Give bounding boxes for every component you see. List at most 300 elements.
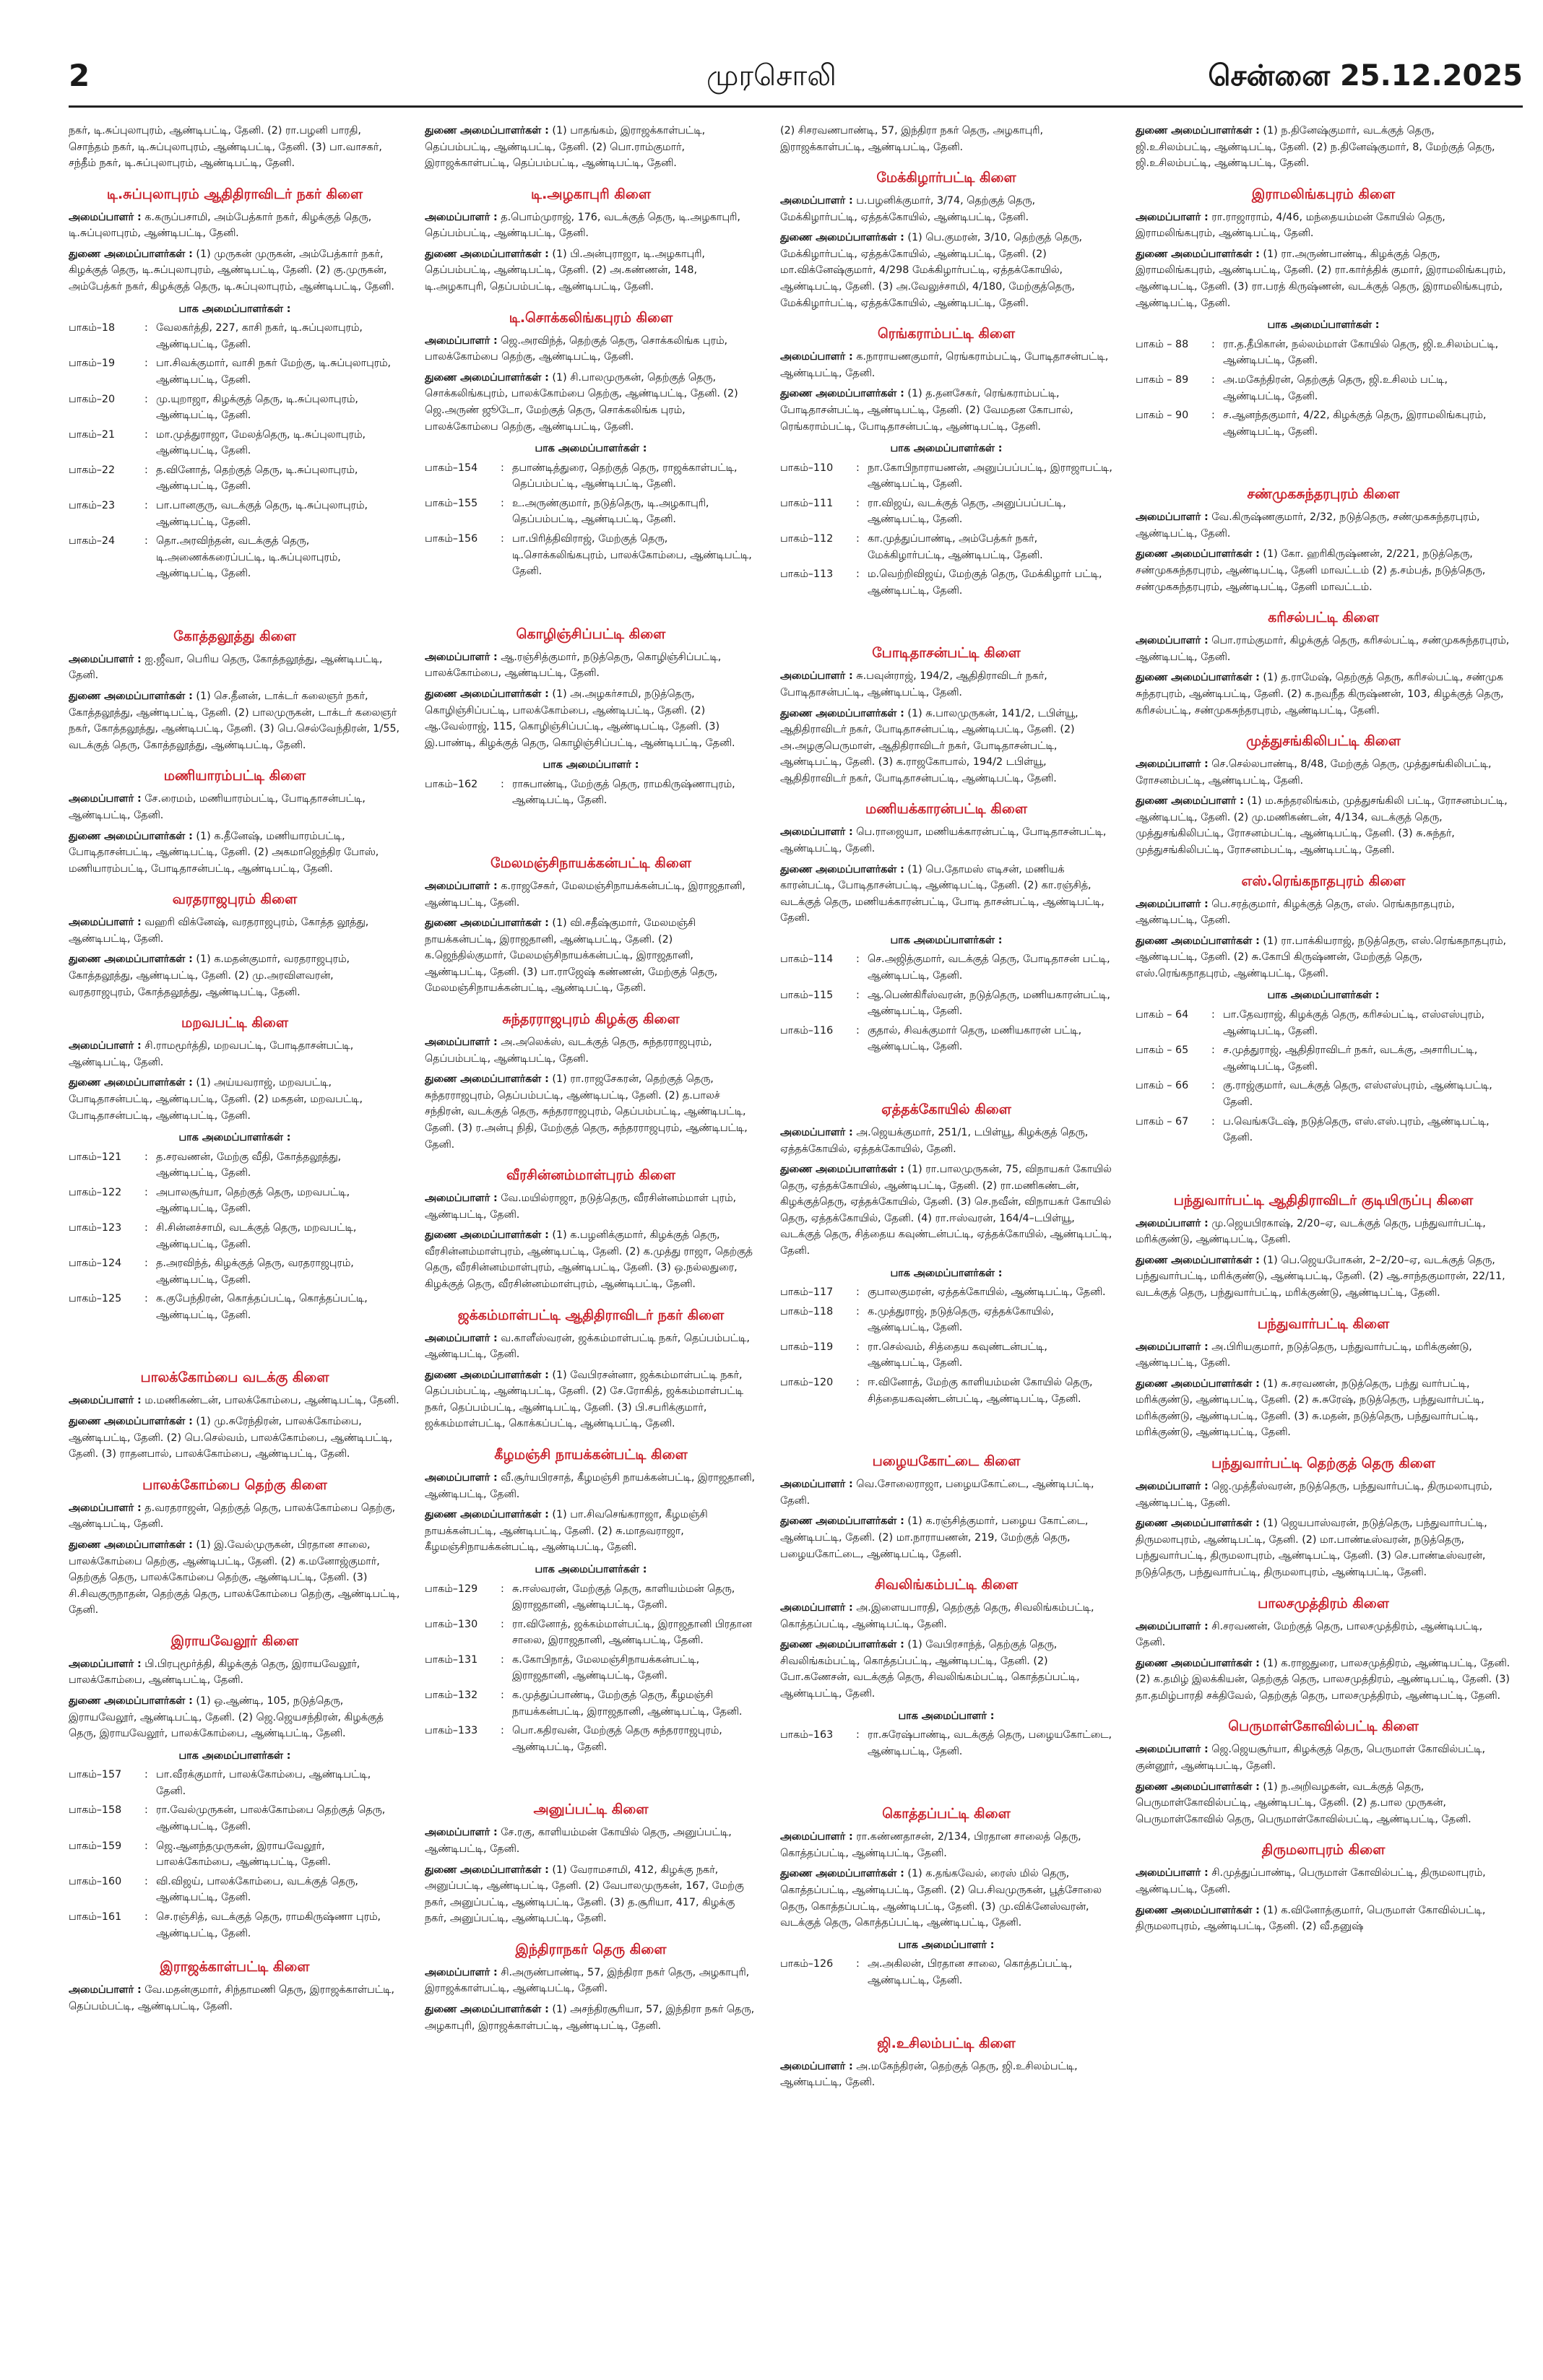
colon-separator: : [501, 533, 504, 545]
booth-row [1136, 337, 1511, 372]
booth-row [425, 531, 757, 583]
member-paragraph [1136, 1252, 1511, 1302]
booth-table [780, 1284, 1112, 1410]
role-label: துணை அமைப்பாளர்கள் : [425, 125, 549, 137]
booth-number: பாகம் – 90 [1136, 410, 1189, 422]
spacer [69, 585, 401, 614]
branch-heading: கொழிஞ்சிப்பட்டி கிளை [516, 626, 666, 642]
branch-heading: கரிசல்பட்டி கிளை [1268, 610, 1379, 626]
member-paragraph [1136, 1741, 1511, 1774]
booth-number: பாகம்–23 [69, 500, 116, 511]
booth-number: பாகம்–118 [780, 1305, 834, 1317]
booth-row [780, 460, 1112, 496]
member-details: (1) த.தனசேகர், ரெங்கராம்பட்டி, போடிதாசன்பட்டி, ஆண்டிபட்டி, தேனி. (2) வேமதன கோபால், ரெங்கராம்பட்டி, போடிதாசன்பட்டி, ஆண்டிபட்டி, தேனி. [780, 388, 1073, 433]
role-label: அமைப்பாளர் : [780, 1831, 853, 1843]
booth-organiser: குதால், சிவக்குமார் தெரு, மணியகாரன் பட்டி, ஆண்டிபட்டி, தேனி. [868, 1024, 1082, 1053]
booth-organiser: ராசுபாண்டி, மேற்குத் தெரு, ராமகிருஷ்ணாபுரம், ஆண்டிபட்டி, தேனி. [512, 778, 735, 807]
colon-separator: : [1211, 1080, 1215, 1092]
booth-row [1136, 372, 1511, 407]
booth-number: பாகம்–131 [425, 1653, 478, 1666]
booth-organiser: ரா.சுரேஷ்பாண்டி, வடக்குத் தெரு, பழையகோட்டை, ஆண்டிபட்டி, தேனி. [868, 1729, 1112, 1757]
colon-separator: : [144, 1875, 148, 1887]
booth-number: பாகம்–21 [69, 428, 116, 441]
booth-row [780, 566, 1112, 602]
colon-separator: : [856, 1729, 860, 1741]
member-paragraph [69, 1414, 401, 1463]
booth-organiser: த.வினோத், தெற்குத் தெரு, டி.சுப்புலாபுரம், ஆண்டிபட்டி, தேனி. [156, 464, 358, 493]
role-label: அமைப்பாளர் : [780, 670, 853, 683]
member-paragraph [1136, 633, 1511, 665]
branch-heading: அனுப்பட்டி கிளை [533, 1801, 649, 1818]
booth-organiser: த.சரவணன், மேற்கு வீதி, கோத்தலூத்து, ஆண்டிபட்டி, தேனி. [156, 1151, 342, 1180]
booth-row [69, 462, 401, 498]
spacer [69, 1326, 401, 1355]
branch-heading: இராமலிங்கபுரம் கிளை [1251, 186, 1396, 202]
member-details: (1) க.தீனேஷ், மணியாரம்பட்டி, போடிதாசன்பட்டி, ஆண்டிபட்டி, தேனி. (2) அகமாஜெந்திர போஸ், மணியாரம்பட்டி, போடிதாசன்பட்டி, ஆண்டிபட்டி, தேனி. [69, 830, 379, 875]
branch-heading: பாலக்கோம்பை வடக்கு கிளை [140, 1369, 329, 1386]
member-paragraph [780, 668, 1112, 701]
booth-table [780, 1727, 1112, 1762]
member-details: (1) ரா.பாக்கியராஜ், நடுத்தெரு, எஸ்.ரெங்கநாதபுரம், ஆண்டிபட்டி, தேனி. (2) சு.கோபி கிருஷ்ணன், மேற்குத் தெரு, எஸ்.ரெங்கநாதபுரம், ஆண்டிபட்டி, தேனி. [1136, 935, 1507, 979]
booth-organiser: மா.முத்துராஜா, மேலத்தெரு, டி.சுப்புலாபுரம், ஆண்டிபட்டி, தேனி. [156, 428, 366, 457]
member-details: (1) அ.அழகர்சாமி, நடுத்தெரு, கொழிஞ்சிப்பட்டி, பாலக்கோம்பை, ஆண்டிபட்டி, தேனி. (2) ஆ.வேல்ராஜ், 115, கொழிஞ்சிப்பட்டி, ஆண்டிபட்டி, தேனி. (3) இ.பாண்டி, கிழக்குத் தெரு, கொழிஞ்சிப்பட்டி, ஆண்டிபட்டி, தேனி. [425, 688, 735, 749]
role-label: அமைப்பாளர் : [1136, 511, 1209, 524]
member-paragraph [69, 1982, 401, 2015]
booth-number: பாகம்–161 [69, 1911, 122, 1923]
member-paragraph [425, 1227, 757, 1292]
section-subheading: பாக அமைப்பாளர்கள் : [890, 934, 1003, 946]
member-paragraph [425, 1071, 757, 1153]
colon-separator: : [144, 428, 148, 441]
role-label: துணை அமைப்பாளர்கள் : [69, 691, 193, 703]
booth-organiser: ம.வெற்றிவிஜய், மேற்குத் தெரு, மேக்கிழார் பட்டி, ஆண்டிபட்டி, தேனி. [868, 568, 1102, 597]
member-paragraph [1136, 1376, 1511, 1441]
role-label: துணை அமைப்பாளர்கள் : [69, 1695, 193, 1708]
colon-separator: : [856, 533, 860, 545]
booth-row [780, 1284, 1112, 1304]
booth-number: பாகம்–129 [425, 1583, 478, 1595]
booth-row [1136, 407, 1511, 443]
date-line: சென்னை 25.12.2025 [1208, 59, 1523, 92]
booth-organiser: ரா.செல்வம், சித்தைய கவுண்டன்பட்டி, ஆண்டிபட்டி, தேனி. [868, 1341, 1047, 1369]
member-details: (1) அசந்திரசூரியா, 57, இந்திரா நகர் தெரு, அழகாபுரி, இராஜக்காள்பட்டி, ஆண்டிபட்டி, தேனி. [425, 2003, 755, 2032]
booth-row [425, 1652, 757, 1687]
branch-heading: பழையகோட்டை கிளை [872, 1453, 1021, 1470]
booth-organiser: தொ.அரவிந்தன், வடக்குத் தெரு, டி.அணைக்கரைப்பட்டி, டி.சுப்புலாபுரம், ஆண்டிபட்டி, தேனி. [156, 535, 341, 580]
booth-organiser: வி.விஜய், பாலக்கோம்பை, வடக்குத் தெரு, ஆண்டிபட்டி, தேனி. [156, 1875, 358, 1904]
member-details: பெ.சரத்குமார், கிழக்குத் தெரு, எஸ். ரெங்கநாதபுரம், ஆண்டிபட்டி, தேனி. [1136, 898, 1455, 927]
booth-row [1136, 1114, 1511, 1149]
branch-heading: இராயவேலூர் கிளை [170, 1632, 299, 1649]
booth-row [69, 1802, 401, 1838]
role-label: அமைப்பாளர் : [1136, 1867, 1209, 1879]
role-label: துணை அமைப்பாளர் : [1136, 795, 1244, 808]
booth-table [69, 1767, 401, 1944]
role-label: அமைப்பாளர் : [69, 1984, 142, 1996]
branch-heading: பந்துவார்பட்டி தெற்குத் தெரு கிளை [1211, 1455, 1435, 1472]
booth-row [780, 1304, 1112, 1339]
booth-number: பாகம்–133 [425, 1725, 478, 1737]
booth-number: பாகம்–154 [425, 462, 478, 474]
branch-heading: டி.சொக்கலிங்கபுரம் கிளை [509, 309, 673, 326]
colon-separator: : [1211, 338, 1215, 350]
colon-separator: : [1211, 1115, 1215, 1128]
member-details: ஆ.ரஞ்சித்குமார், நடுத்தெரு, கொழிஞ்சிப்பட்டி, பாலக்கோம்பை, ஆண்டிபட்டி, தேனி. [425, 651, 722, 680]
role-label: துணை அமைப்பாளர்கள் : [780, 388, 904, 400]
section-subheading: பாக அமைப்பாளர்கள் : [1267, 319, 1380, 332]
booth-organiser: அ.அகிலன், பிரதான சாலை, கொத்தப்பட்டி, ஆண்டிபட்டி, தேனி. [868, 1958, 1073, 1986]
role-label: அமைப்பாளர் : [69, 1040, 142, 1052]
colon-separator: : [144, 1769, 148, 1781]
role-label: அமைப்பாளர் : [425, 651, 498, 663]
colon-separator: : [144, 464, 148, 476]
member-details: (1) சு.பாலமுருகன், 141/2, டபிள்யூ, ஆதிதிராவிடர் நகர், போடிதாசன்பட்டி, ஆண்டிபட்டி, தேனி. (2) அ.அழகுபெருமாள், ஆதிதிராவிடர் நகர், போடிதாசன்பட்டி, ஆண்டிபட்டி, தேனி. (3) க.ராஜகோபால், 194/2 டபிள்யூ, ஆதிதிராவிடர் நகர், போடிதாசன்பட்டி, ஆண்டிபட்டி, தேனி. [780, 707, 1079, 784]
spacer [1136, 443, 1511, 472]
member-paragraph [69, 828, 401, 878]
spacer [425, 583, 757, 612]
booth-number: பாகம்–114 [780, 953, 834, 966]
role-label: அமைப்பாளர் : [780, 826, 853, 839]
role-label: துணை அமைப்பாளர்கள் : [425, 1509, 549, 1521]
member-details: த.வரதராஜன், தெற்குத் தெரு, பாலக்கோம்பை தெற்கு, ஆண்டிபட்டி, தேனி. [69, 1502, 396, 1531]
branch-heading: பாலக்கோம்பை தெற்கு கிளை [142, 1476, 327, 1493]
booth-organiser: பா.சிவக்குமார், வாசி நகர் மேற்கு, டி.சுப்புலாபுரம், ஆண்டிபட்டி, தேனி. [156, 358, 392, 386]
booth-row [1136, 1078, 1511, 1113]
colon-separator: : [144, 1151, 148, 1163]
booth-row [69, 1149, 401, 1185]
member-paragraph [425, 1862, 757, 1927]
branch-heading: வரதராஜபுரம் கிளை [172, 891, 298, 908]
member-paragraph [69, 652, 401, 684]
section-subheading: பாக அமைப்பாளர்கள் : [535, 1563, 647, 1575]
member-details: (1) க.ரஞ்சித்குமார், பழைய கோட்டை, ஆண்டிபட்டி, தேனி. (2) மா.நாராயணன், 219, மேற்குத் தெரு, பழையகோட்டை, ஆண்டிபட்டி, தேனி. [780, 1515, 1089, 1560]
branch-heading: ஏத்தக்கோயில் கிளை [881, 1101, 1011, 1117]
member-paragraph [425, 1825, 757, 1857]
booth-number: பாகம்–125 [69, 1293, 122, 1305]
booth-row [69, 1220, 401, 1255]
member-details: (1) வேராமசாமி, 412, கிழக்கு நகர், அனுப்பட்டி, ஆண்டிபட்டி, தேனி. (2) வேபாலமுருகன், 167, மேற்கு நகர், அனுப்பட்டி, ஆண்டிபட்டி, தேனி. (3) த.சூரியா, 417, கிழக்கு நகர், அனுப்பட்டி, ஆண்டிபட்டி, தேனி. [425, 1864, 744, 1925]
member-paragraph [69, 688, 401, 753]
role-label: அமைப்பாளர் : [69, 917, 142, 929]
spacer [425, 1758, 757, 1787]
member-paragraph [780, 1161, 1112, 1259]
member-details: க.ராஜசேகர், மேலமஞ்சிநாயக்கன்பட்டி, இராஜதானி, ஆண்டிபட்டி, தேனி. [425, 880, 745, 909]
member-details: (1) இ.வேல்முருகன், பிரதான சாலை, பாலக்கோம்பை தெற்கு, ஆண்டிபட்டி, தேனி. (2) க.மனோஜ்குமார், தெற்குத் தெரு, பாலக்கோம்பை தெற்கு, ஆண்டிபட்டி, தேனி. (3) சி.சிவகுருநாதன், தெற்குத் தெரு, பாலக்கோம்பை தெற்கு, ஆண்டிபட்டி, தேனி. [69, 1539, 400, 1617]
booth-number: பாகம்–122 [69, 1186, 122, 1198]
role-label: அமைப்பாளர் : [780, 351, 853, 363]
booth-number: பாகம்–156 [425, 533, 478, 545]
member-paragraph [69, 1537, 401, 1619]
colon-separator: : [856, 1024, 860, 1037]
colon-separator: : [144, 1186, 148, 1198]
member-paragraph [1136, 1779, 1511, 1828]
booth-table [425, 460, 757, 583]
role-label: துணை அமைப்பாளர்கள் : [69, 248, 193, 260]
role-label: அமைப்பாளர் : [69, 1658, 142, 1670]
colon-separator: : [856, 1341, 860, 1353]
member-details: ஜெ.முத்தீஸ்வரன், நடுத்தெரு, பந்துவார்பட்டி, திருமலாபுரம், ஆண்டிபட்டி, தேனி. [1136, 1481, 1492, 1509]
member-paragraph [1136, 1903, 1511, 1935]
booth-row [780, 531, 1112, 566]
booth-organiser: ப.வெங்கடேஷ், நடுத்தெரு, எஸ்.எஸ்.புரம், ஆண்டிபட்டி, தேனி. [1223, 1115, 1490, 1144]
booth-number: பாகம்–112 [780, 533, 834, 545]
member-paragraph [780, 193, 1112, 225]
booth-row [780, 987, 1112, 1023]
member-details: ஜெ.ஜெயசூர்யா, கிழக்குத் தெரு, பெருமாள் கோவில்பட்டி, குன்னூர், ஆண்டிபட்டி, தேனி. [1136, 1744, 1486, 1773]
member-paragraph [425, 915, 757, 997]
booth-number: பாகம்–119 [780, 1341, 834, 1353]
role-label: துணை அமைப்பாளர்கள் : [425, 917, 549, 930]
member-details: (1) பெ.ஜெயபோகன், 2–2/20–ஏ, வடக்குத் தெரு, பந்துவார்பட்டி, மரிக்குண்டு, ஆண்டிபட்டி, தேனி. (2) ஆ.சாந்தகுமாரன், 22/11, வடக்குத் தெரு, பந்துவார்பட்டி, மரிக்குண்டு, ஆண்டிபட்டி, தேனி. [1136, 1254, 1505, 1299]
member-details: க.நாராயணகுமார், ரெங்கராம்பட்டி, போடிதாசன்பட்டி, ஆண்டிபட்டி, தேனி. [780, 351, 1109, 379]
booth-table [780, 460, 1112, 602]
booth-row [425, 1723, 757, 1758]
booth-organiser: பொ.கதிரவன், மேற்குத் தெரு சுந்தரராஜபுரம், ஆண்டிபட்டி, தேனி. [512, 1725, 722, 1753]
member-paragraph [780, 1125, 1112, 1157]
role-label: அமைப்பாளர் : [425, 1037, 498, 1049]
role-label: அமைப்பாளர் : [780, 1126, 853, 1138]
member-details: (1) வேபிரசாந்த், தெற்குத் தெரு, சிவலிங்கம்பட்டி, கொத்தப்பட்டி, ஆண்டிபட்டி, தேனி. (2) போ.கணேசன், வடக்குத் தெரு, சிவலிங்கம்பட்டி, கொத்தப்பட்டி, ஆண்டிபட்டி, தேனி. [780, 1639, 1080, 1700]
member-details: நகர், டி.சுப்புலாபுரம், ஆண்டிபட்டி, தேனி. (2) ரா.பழனி பாரதி, சொந்தம் நகர், டி.சுப்புலாபுரம், ஆண்டிபட்டி, தேனி. (3) பா.வாசகர், சந்தீம் நகர், டி.சுப்புலாபுரம், ஆண்டிபட்டி, தேனி. [69, 125, 382, 170]
colon-separator: : [856, 497, 860, 509]
member-paragraph [1136, 1619, 1511, 1651]
spacer [780, 1058, 1112, 1087]
member-paragraph [1136, 1216, 1511, 1248]
booth-organiser: சு.ஈஸ்வரன், மேற்குத் தெரு, காளியம்மன் தெரு, இராஜதானி, ஆண்டிபட்டி, தேனி. [512, 1583, 735, 1611]
booth-table [780, 951, 1112, 1057]
branch-heading: கீழமஞ்சி நாயக்கன்பட்டி கிளை [494, 1447, 688, 1463]
member-details: ரா.ராஜாராம், 4/46, மந்தையம்மன் கோயில் தெரு, இராமலிங்கபுரம், ஆண்டிபட்டி, தேனி. [1136, 211, 1445, 240]
member-paragraph [1136, 209, 1511, 242]
booth-organiser: பா.பானகுரு, வடக்குத் தெரு, டி.சுப்புலாபுரம், ஆண்டிபட்டி, தேனி. [156, 500, 368, 528]
role-label: அமைப்பாளர் : [425, 334, 498, 347]
member-details: (1) ரா.ராஜசேகரன், தெற்குத் தெரு, சுந்தரராஜபுரம், தெப்பம்பட்டி, ஆண்டிபட்டி, தேனி. (2) த.பாலச் சந்திரன், வடக்குத் தெரு, சுந்தரராஜபுரம், தெப்பம்பட்டி, ஆண்டிபட்டி, தேனி. (3) ர.அன்பு நிதி, மேற்குத் தெரு, சுந்தரராஜபுரம், ஆண்டிபட்டி, தேனி. [425, 1073, 748, 1151]
member-paragraph [1136, 896, 1511, 929]
colon-separator: : [1211, 1009, 1215, 1021]
booth-organiser: க.முத்துராஜ், நடுத்தெரு, ஏத்தக்கோயில், ஆண்டிபட்டி, தேனி. [868, 1305, 1054, 1334]
role-label: அமைப்பாளர் : [425, 1472, 498, 1484]
member-paragraph [69, 1075, 401, 1124]
booth-number: பாகம்–19 [69, 358, 116, 370]
member-details: பி.பிரபுமூர்த்தி, கிழக்குத் தெரு, இராயவேலூர், பாலக்கோம்பை, ஆண்டிபட்டி, தேனி. [69, 1658, 360, 1687]
role-label: துணை அமைப்பாளர்கள் : [780, 1515, 904, 1528]
booth-organiser: செ.அஜித்குமார், வடக்குத் தெரு, போடிதாசன் பட்டி, ஆண்டிபட்டி, தேனி. [868, 953, 1110, 982]
member-details: சி.முத்துப்பாண்டி, பெருமாள் கோவில்பட்டி, திருமலாபுரம், ஆண்டிபட்டி, தேனி. [1136, 1867, 1486, 1895]
member-paragraph [1136, 1339, 1511, 1372]
booth-row [69, 1767, 401, 1802]
member-paragraph [69, 1038, 401, 1070]
member-details: (1) பெ.தோமஸ் எடிசன், மணியக் காரன்பட்டி, போடிதாசன்பட்டி, ஆண்டிபட்டி, தேனி. (2) கா.ரஞ்சித், வடக்குத் தெரு, மணியக்காரன்பட்டி, போடி தாசன்பட்டி, ஆண்டிபட்டி, தேனி. [780, 863, 1105, 925]
branch-heading: டி.சுப்புலாபுரம் ஆதிதிராவிடர் நகர் கிளை [106, 186, 363, 202]
member-details: (1) பி.அன்புராஜா, டி.அழகாபுரி, தெப்பம்பட்டி, ஆண்டிபட்டி, தேனி. (2) அ.கண்ணன், 148, டி.அழகாபுரி, தெப்பம்பட்டி, ஆண்டிபட்டி, தேனி. [425, 248, 705, 293]
role-label: துணை அமைப்பாளர்கள் : [1136, 125, 1260, 137]
member-details: (1) ரா.அருண்பாண்டி, கிழக்குத் தெரு, இராமலிங்கபுரம், ஆண்டிபட்டி, தேனி. (2) ரா.கார்த்திக் குமார், இராமலிங்கபுரம், ஆண்டிபட்டி, தேனி. (3) ரா.பரத் கிருஷ்ணன், வடக்குத் தெரு, இராமலிங்கபுரம், ஆண்டிபட்டி, தேனி. [1136, 248, 1506, 309]
booth-row [780, 1339, 1112, 1375]
member-details: சே.ரைமம், மணியாரம்பட்டி, போடிதாசன்பட்டி, ஆண்டிபட்டி, தேனி. [69, 793, 366, 821]
member-paragraph [1136, 1515, 1511, 1580]
role-label: அமைப்பாளர் : [1136, 1341, 1209, 1353]
member-details: பெ.ராஜையா, மணியக்காரன்பட்டி, போடிதாசன்பட்டி, ஆண்டிபட்டி, தேனி. [780, 826, 1107, 854]
role-label: அமைப்பாளர் : [425, 1827, 498, 1839]
colon-separator: : [144, 1258, 148, 1270]
member-paragraph [69, 123, 401, 172]
role-label: துணை அமைப்பாளர்கள் : [69, 1416, 193, 1428]
role-label: அமைப்பாளர் : [1136, 1217, 1209, 1229]
member-details: செ.செல்லபாண்டி, 8/48, மேற்குத் தெரு, முத்துசங்கிலிபட்டி, ரோசனம்பட்டி, ஆண்டிபட்டி, தேனி. [1136, 758, 1492, 787]
member-details: த.பொம்முராஜ், 176, வடக்குத் தெரு, டி.அழகாபுரி, தெப்பம்பட்டி, ஆண்டிபட்டி, தேனி. [425, 211, 740, 240]
member-details: (1) க.வினோத்குமார், பெருமாள் கோவில்பட்டி, திருமலாபுரம், ஆண்டிபட்டி, தேனி. (2) வீ.தனுஷ் [1136, 1904, 1486, 1933]
booth-organiser: க.முத்துப்பாண்டி, மேற்குத் தெரு, கீழமஞ்சி நாயக்கன்பட்டி, இராஜதானி, ஆண்டிபட்டி, தேனி. [512, 1689, 743, 1718]
role-label: துணை அமைப்பாளர்கள் : [1136, 248, 1260, 260]
colon-separator: : [144, 393, 148, 405]
role-label: துணை அமைப்பாளர்கள் : [1136, 1518, 1260, 1530]
role-label: துணை அமைப்பாளர்கள் : [69, 1077, 193, 1089]
booth-number: பாகம் – 88 [1136, 338, 1189, 350]
role-label: அமைப்பாளர் : [780, 195, 853, 207]
member-paragraph [1136, 246, 1511, 311]
booth-organiser: அ.மகேந்திரன், தெற்குத் தெரு, ஜி.உசிலம் பட்டி, ஆண்டிபட்டி, தேனி. [1223, 373, 1448, 402]
branch-heading: ஜக்கம்மாள்பட்டி ஆதிதிராவிடர் நகர் கிளை [457, 1307, 725, 1323]
newspaper-name: முரசொலி [706, 59, 837, 92]
member-details: (1) ந.அறிவழகன், வடக்குத் தெரு, பெருமாள்கோவில்பட்டி, ஆண்டிபட்டி, தேனி. (2) த.பால முருகன், பெருமாள்கோவில் தெரு, பெருமாள்கோவில்பட்டி, ஆண்டிபட்டி, தேனி. [1136, 1780, 1471, 1825]
colon-separator: : [1211, 373, 1215, 386]
section-subheading: பாக அமைப்பாளர் : [543, 759, 639, 771]
booth-number: பாகம்–20 [69, 393, 116, 405]
member-details: (1) ந.தினேஷ்குமார், வடக்குத் தெரு, ஜி.உசிலம்பட்டி, ஆண்டிபட்டி, தேனி. (2) ந.தினேஷ்குமார், 8, மேற்குத் தெரு, ஜி.உசிலம்பட்டி, ஆண்டிபட்டி, தேனி. [1136, 125, 1495, 170]
member-paragraph [1136, 933, 1511, 982]
role-label: அமைப்பாளர் : [1136, 898, 1209, 910]
booth-organiser: நா.கோபிநாராயணன், அனுப்பப்பட்டி, இராஜாபட்டி, ஆண்டிபட்டி, தேனி. [868, 462, 1112, 490]
branch-heading: சிவலிங்கம்பட்டி கிளை [874, 1577, 1019, 1593]
booth-organiser: வேலகர்த்தி, 227, காசி நகர், டி.சுப்புலாபுரம், ஆண்டிபட்டி, தேனி. [156, 322, 363, 350]
colon-separator: : [144, 1293, 148, 1305]
member-paragraph [780, 706, 1112, 787]
member-details: ஜெ.அரவிந்த், தெற்குத் தெரு, சொக்கலிங்க புரம், பாலக்கோம்பை தெற்கு, ஆண்டிபட்டி, தேனி. [425, 334, 728, 363]
booth-organiser: மு.யுறாஜா, கிழக்குத் தெரு, டி.சுப்புலாபுரம், ஆண்டிபட்டி, தேனி. [156, 393, 358, 422]
column-3 [780, 123, 1112, 2362]
booth-number: பாகம் – 66 [1136, 1080, 1189, 1092]
booth-number: பாகம்–124 [69, 1258, 122, 1270]
member-paragraph [69, 1693, 401, 1742]
booth-organiser: ஜெ.ஆனந்தமுருகன், இராயவேலூர், பாலக்கோம்பை, ஆண்டிபட்டி, தேனி. [156, 1840, 331, 1869]
member-details: (1) முருகன் முருகன், அம்பேத்கார் நகர், கிழக்குத் தெரு, டி.சுப்புலாபுரம், ஆண்டிபட்டி, தேனி. (2) கு.முருகன், அம்பேத்கர் நகர், கிழக்குத் தெரு, டி.சுப்புலாபுரம், ஆண்டிபட்டி, தேனி. [69, 248, 394, 293]
booth-number: பாகம் – 89 [1136, 373, 1189, 386]
role-label: அமைப்பாளர் : [1136, 1744, 1209, 1756]
booth-number: பாகம்–22 [69, 464, 116, 476]
booth-number: பாகம்–162 [425, 778, 478, 790]
colon-separator: : [501, 778, 504, 790]
colon-separator: : [856, 1305, 860, 1317]
booth-row [69, 427, 401, 462]
booth-organiser: ச.ஆனந்தகுமார், 4/22, கிழக்குத் தெரு, இராமலிங்கபுரம், ஆண்டிபட்டி, தேனி. [1223, 410, 1487, 438]
branch-heading: மேலமஞ்சிநாயக்கன்பட்டி கிளை [490, 854, 691, 871]
booth-table [69, 1149, 401, 1327]
member-paragraph [780, 123, 1112, 155]
role-label: துணை அமைப்பாளர்கள் : [425, 1229, 549, 1242]
role-label: துணை அமைப்பாளர்கள் : [1136, 1657, 1260, 1669]
member-details: அ.பிரியகுமார், நடுத்தெரு, பந்துவார்பட்டி, மரிக்குண்டு, ஆண்டிபட்டி, தேனி. [1136, 1341, 1472, 1369]
role-label: அமைப்பாளர் : [69, 793, 142, 805]
branch-heading: முத்துசங்கிலிபட்டி கிளை [1246, 733, 1401, 750]
booth-row [425, 460, 757, 496]
role-label: அமைப்பாளர் : [780, 1479, 853, 1491]
branch-heading: இராஜக்காள்பட்டி கிளை [160, 1959, 310, 1976]
booth-organiser: உ.அருண்குமார், நடுத்தெரு, டி.அழகாபுரி, தெப்பம்பட்டி, ஆண்டிபட்டி, தேனி. [512, 497, 709, 526]
colon-separator: : [856, 1958, 860, 1970]
member-details: வெ.சோலைராஜா, பழையகோட்டை, ஆண்டிபட்டி, தேனி. [780, 1479, 1094, 1507]
booth-row [780, 951, 1112, 987]
branch-heading: போடிதாசன்பட்டி கிளை [872, 645, 1021, 662]
masthead [0, 0, 1543, 108]
booth-row [69, 320, 401, 355]
booth-number: பாகம்–157 [69, 1769, 122, 1781]
member-details: வே.மதன்குமார், சிந்தாமணி தெரு, இராஜக்காள்பட்டி, தெப்பம்பட்டி, ஆண்டிபட்டி, தேனி. [69, 1984, 395, 2012]
branch-heading: மணியாரம்பட்டி கிளை [163, 768, 306, 784]
section-subheading: பாக அமைப்பாளர்கள் : [890, 1267, 1003, 1279]
section-subheading: பாக அமைப்பாளர்கள் : [1267, 990, 1380, 1002]
spacer [780, 1410, 1112, 1439]
booth-table [1136, 1007, 1511, 1149]
colon-separator: : [144, 1911, 148, 1923]
member-paragraph [780, 1866, 1112, 1931]
member-details: வே.கிருஷ்ணகுமார், 2/32, நடுத்தெரு, சண்முகசுந்தரபுரம், ஆண்டிபட்டி, தேனி. [1136, 511, 1480, 540]
booth-number: பாகம்–18 [69, 322, 116, 334]
role-label: துணை அமைப்பாளர்கள் : [780, 1164, 904, 1176]
member-details: ப.பழனிக்குமார், 3/74, தெற்குத் தெரு, மேக்கிழார்பட்டி, ஏத்தக்கோயில், ஆண்டிபட்டி, தேனி. [780, 195, 1036, 223]
branch-heading: மறவபட்டி கிளை [181, 1015, 289, 1031]
member-paragraph [1136, 509, 1511, 542]
booth-row [69, 533, 401, 585]
member-paragraph [69, 951, 401, 1000]
spacer [425, 812, 757, 841]
member-details: வீ.சூர்யபிரசாத், கீழமஞ்சி நாயக்கன்பட்டி, இராஜதானி, ஆண்டிபட்டி, தேனி. [425, 1472, 756, 1500]
role-label: துணை அமைப்பாளர்கள் : [780, 1639, 904, 1651]
member-details: மு.ஜெயபிரகாஷ், 2/20–ஏ, வடக்குத் தெரு, பந்துவார்பட்டி, மரிக்குண்டு, ஆண்டிபட்டி, தேனி. [1136, 1217, 1486, 1246]
branch-heading: இந்திராநகர் தெரு கிளை [515, 1941, 667, 1957]
member-details: க.கருப்பசாமி, அம்பேத்கார் நகர், கிழக்குத் தெரு, டி.சுப்புலாபுரம், ஆண்டிபட்டி, தேனி. [69, 211, 372, 240]
role-label: அமைப்பாளர் : [425, 211, 498, 223]
member-paragraph [1136, 756, 1511, 789]
colon-separator: : [1211, 410, 1215, 422]
branch-heading: கொத்தப்பட்டி கிளை [882, 1806, 1011, 1822]
booth-organiser: கா.முத்துப்பாண்டி, அம்பேத்கர் நகர், மேக்கிழார்பட்டி, ஆண்டிபட்டி, தேனி. [868, 533, 1043, 561]
member-details: வஹரி விக்னேஷ், வரதராஜபுரம், கோத்த லூத்து, ஆண்டிபட்டி, தேனி. [69, 917, 369, 945]
spacer [1136, 1149, 1511, 1178]
booth-row [69, 1291, 401, 1326]
booth-row [780, 1023, 1112, 1058]
role-label: துணை அமைப்பாளர்கள் : [780, 863, 904, 875]
colon-separator: : [144, 1840, 148, 1852]
member-details: ம.மணிகண்டன், பாலக்கோம்பை, ஆண்டிபட்டி, தேனி. [141, 1395, 399, 1407]
colon-separator: : [144, 322, 148, 334]
role-label: அமைப்பாளர் : [425, 880, 498, 892]
colon-separator: : [501, 1618, 504, 1630]
role-label: துணை அமைப்பாளர்கள் : [425, 1864, 549, 1876]
booth-organiser: கு.ராஜ்குமார், வடக்குத் தெரு, எஸ்எஸ்புரம், ஆண்டிபட்டி, தேனி. [1223, 1080, 1492, 1108]
booth-number: பாகம்–111 [780, 497, 834, 509]
booth-row [780, 1375, 1112, 1410]
booth-row [69, 1838, 401, 1874]
member-paragraph [780, 2059, 1112, 2091]
member-details: (1) சு.சரவணன், நடுத்தெரு, பந்து வார்பட்டி, மரிக்குண்டு, ஆண்டிபட்டி, தேனி. (2) சு.சுரேஷ், நடுத்தெரு, பந்துவார்பட்டி, மரிக்குண்டு, ஆண்டிபட்டி, தேனி. (3) சு.மதன், நடுத்தெரு, பந்துவார்பட்டி, மரிக்குண்டு, ஆண்டிபட்டி, தேனி. [1136, 1377, 1484, 1439]
booth-organiser: த.அரவிந்த், கிழக்குத் தெரு, வரதராஜபுரம், ஆண்டிபட்டி, தேனி. [156, 1258, 354, 1286]
booth-organiser: ஈ.வினோத், மேற்கு காளியம்மன் கோயில் தெரு, சித்தையகவுண்டன்பட்டி, ஆண்டிபட்டி, தேனி. [868, 1377, 1093, 1405]
member-details: (1) க.ராஜதுரை, பாலசமுத்திரம், ஆண்டிபட்டி, தேனி. (2) க.தமிழ் இலக்கியன், தெற்குத் தெரு, பாலசமுத்திரம், ஆண்டிபட்டி, தேனி. (3) தா.தமிழ்பாரதி சக்திவேல், தெற்குத் தெரு, பாலசமுத்திரம், ஆண்டிபட்டி, தேனி. [1136, 1657, 1510, 1702]
booth-organiser: தபாண்டித்துரை, தெற்குத் தெரு, ராஜக்காள்பட்டி, தெப்பம்பட்டி, ஆண்டிபட்டி, தேனி. [512, 462, 738, 490]
booth-row [425, 1617, 757, 1652]
booth-number: பாகம்–123 [69, 1221, 122, 1234]
role-label: அமைப்பாளர் : [425, 1966, 498, 1978]
